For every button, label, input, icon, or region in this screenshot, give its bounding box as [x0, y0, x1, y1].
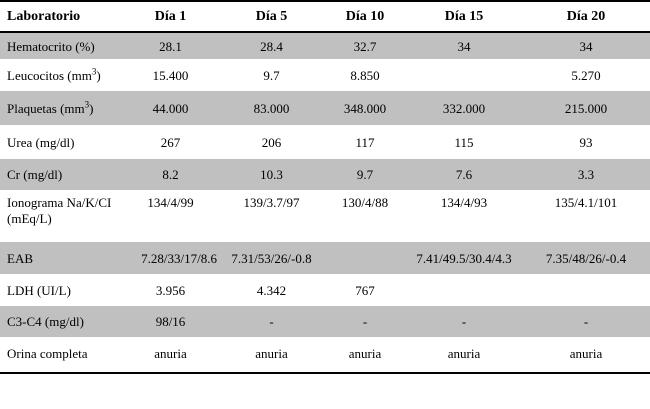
table-row — [0, 306, 650, 337]
value-cell: 135/4.1/101 — [554, 195, 618, 210]
value-cell: anuria — [154, 345, 187, 361]
value-cell: - — [461, 314, 467, 329]
value-cell: 139/3.7/97 — [243, 195, 300, 210]
value-cell: 28.4 — [260, 38, 283, 54]
row-label: LDH (UI/L) — [7, 282, 71, 298]
value-cell: 10.3 — [260, 167, 283, 182]
row-label: Cr (mg/dl) — [7, 167, 63, 182]
value-cell: 44.000 — [152, 100, 189, 116]
header-dia-20: Día 20 — [566, 9, 606, 24]
table-row — [0, 190, 650, 242]
row-label: Hematocrito (%) — [7, 38, 95, 54]
header-dia-5: Día 5 — [255, 9, 288, 24]
table-row — [0, 242, 650, 274]
row-label: Orina completa — [7, 345, 88, 361]
value-cell: 28.1 — [159, 38, 182, 54]
value-cell: 117 — [355, 134, 375, 150]
value-cell: 7.6 — [455, 167, 473, 182]
row-label: C3-C4 (mg/dl) — [7, 314, 84, 329]
value-cell: 15.400 — [152, 67, 189, 83]
row-label: Leucocitos $(mm^3)$ — [7, 66, 101, 83]
table-row — [0, 125, 650, 159]
value-cell: - — [269, 314, 274, 329]
value-cell: anuria — [447, 345, 481, 361]
row-label: Ionograma Na/K/CI (mEq/L) — [7, 195, 112, 226]
value-cell: 7.35/48/26/-0.4 — [545, 250, 627, 266]
header-dia-15: Día 15 — [444, 9, 484, 24]
value-cell: 134/4/99 — [147, 195, 194, 210]
value-cell: 5.270 — [571, 67, 601, 83]
row-label: Plaquetas $(mm^3)$ — [7, 99, 94, 116]
table-row — [0, 337, 650, 369]
row-label: Urea (mg/dl) — [7, 134, 75, 150]
value-cell: 7.41/49.5/30.4/4.3 — [416, 250, 512, 266]
value-cell: 3.956 — [155, 282, 186, 298]
value-cell: 767 — [355, 282, 375, 298]
value-cell: 3.3 — [577, 167, 595, 182]
value-cell: 34 — [457, 38, 471, 54]
value-cell: 9.7 — [263, 67, 280, 83]
header-row — [0, 2, 650, 31]
value-cell: 215.000 — [564, 100, 608, 116]
value-cell: - — [362, 314, 368, 329]
value-cell: 8.850 — [350, 67, 380, 83]
table-row — [0, 59, 650, 91]
value-cell: 267 — [160, 134, 181, 150]
value-cell: 348.000 — [343, 100, 387, 116]
value-cell: anuria — [255, 345, 288, 361]
value-cell: 8.2 — [162, 167, 179, 182]
value-cell: 134/4/93 — [440, 195, 488, 210]
value-cell: 9.7 — [356, 167, 374, 182]
value-cell: 7.31/53/26/-0.8 — [231, 250, 312, 266]
value-cell: anuria — [569, 345, 603, 361]
table-row — [0, 159, 650, 190]
table-row — [0, 91, 650, 125]
value-cell: - — [583, 314, 589, 329]
bottom-rule — [0, 372, 650, 374]
table-row — [0, 274, 650, 306]
value-cell: 332.000 — [442, 100, 486, 116]
value-cell: 4.342 — [256, 282, 287, 298]
value-cell: 130/4/88 — [341, 195, 389, 210]
value-cell: anuria — [348, 345, 382, 361]
table-row — [0, 33, 650, 59]
header-dia-10: Día 10 — [345, 9, 385, 24]
value-cell: 206 — [261, 134, 282, 150]
value-cell: 115 — [454, 134, 474, 150]
row-label: EAB — [7, 250, 33, 266]
value-cell: 34 — [579, 38, 593, 54]
value-cell: 83.000 — [253, 100, 290, 116]
header-laboratorio: Laboratorio — [7, 9, 81, 24]
value-cell: 93 — [579, 134, 593, 150]
header-dia-1: Día 1 — [154, 9, 187, 24]
value-cell: 98/16 — [155, 314, 186, 329]
value-cell: 7.28/33/17/8.6 — [141, 250, 217, 266]
value-cell: 32.7 — [353, 38, 377, 54]
